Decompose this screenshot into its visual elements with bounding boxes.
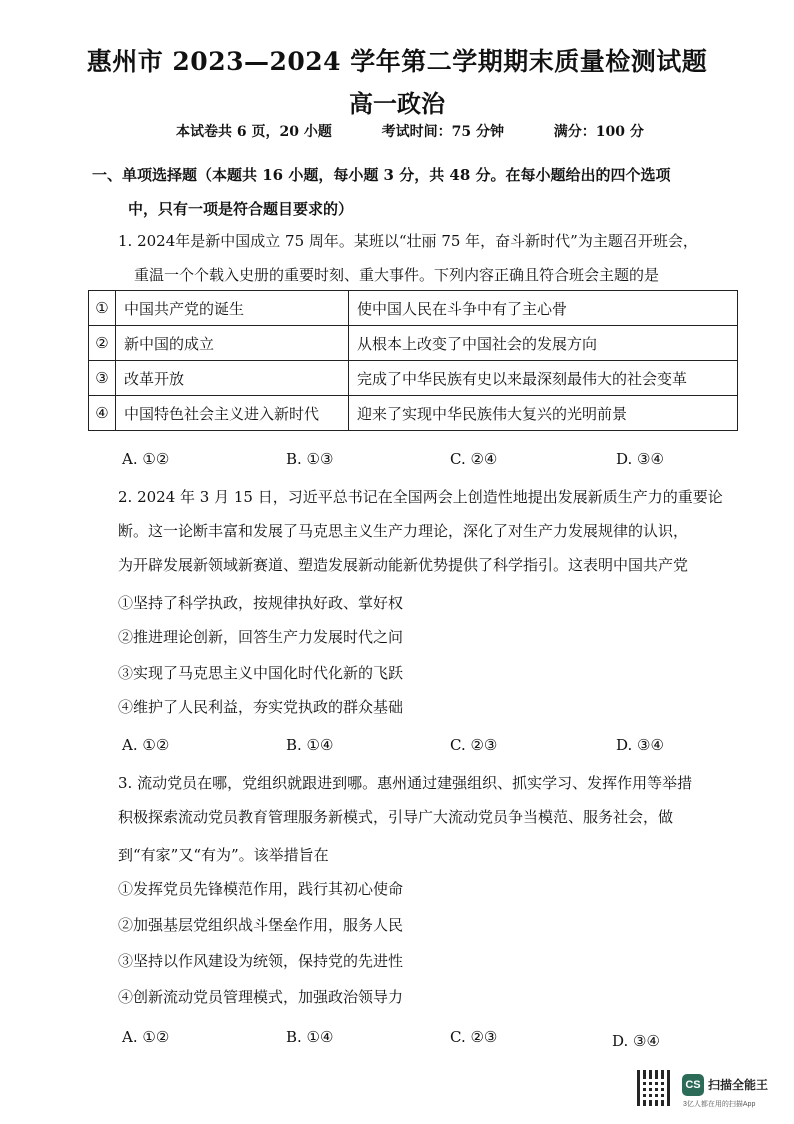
camscanner-tagline: 3亿人都在用的扫描App xyxy=(683,1101,756,1108)
choice-b[interactable]: B. ①③ xyxy=(286,450,334,468)
q2-line1: 2. 2024 年 3 月 15 日，习近平总书记在全国两会上创造性地提出发展新质生产力的重要论 xyxy=(118,488,723,506)
choice-d[interactable]: D. ③④ xyxy=(616,450,664,468)
choice-a[interactable]: A. ①② xyxy=(122,736,170,754)
q1-line1: 1. 2024年是新中国成立 75 周年。某班以“壮丽 75 年，奋斗新时代”为主题召开班会， xyxy=(118,232,698,250)
q3-option-1: ①发挥党员先锋模范作用，践行其初心使命 xyxy=(118,880,404,898)
table-cell-event: 新中国的成立 xyxy=(116,326,349,361)
table-row xyxy=(89,291,738,326)
q1-table xyxy=(88,290,738,431)
choice-c[interactable]: C. ②③ xyxy=(450,1028,498,1046)
table-cell-meaning: 完成了中华民族有史以来最深刻最伟大的社会变革 xyxy=(349,361,738,396)
choice-c[interactable]: C. ②③ xyxy=(450,736,498,754)
q2-line2: 断。这一论断丰富和发展了马克思主义生产力理论，深化了对生产力发展规律的认识， xyxy=(118,522,689,540)
qr-code-icon xyxy=(637,1070,673,1106)
table-row xyxy=(89,396,738,431)
section-heading xyxy=(92,158,732,226)
q3-option-3: ③坚持以作风建设为统领，保持党的先进性 xyxy=(118,952,404,970)
exam-title: 惠州市 2023—2024 学年第二学期期末质量检测试题 xyxy=(86,47,708,76)
table-cell-index: ④ xyxy=(89,396,116,431)
exam-subtitle: 高一政治 xyxy=(349,89,445,118)
table-row xyxy=(89,326,738,361)
choice-b[interactable]: B. ①④ xyxy=(286,736,334,754)
q2-option-2: ②推进理论创新，回答生产力发展时代之问 xyxy=(118,628,404,646)
full-score-text: 满分：100 分 xyxy=(553,124,644,140)
q2-line3: 为开辟发展新领域新赛道、塑造发展新动能新优势提供了科学指引。这表明中国共产党 xyxy=(118,556,689,574)
q1-line2: 重温一个个载入史册的重要时刻、重大事件。下列内容正确且符合班会主题的是 xyxy=(134,266,660,284)
table-cell-index: ① xyxy=(89,291,116,326)
choice-d[interactable]: D. ③④ xyxy=(612,1032,660,1050)
table-cell-index: ② xyxy=(89,326,116,361)
q2-option-3: ③实现了马克思主义中国化时代化新的飞跃 xyxy=(118,664,404,682)
table-cell-meaning: 使中国人民在斗争中有了主心骨 xyxy=(349,291,738,326)
section-heading-line2: 中，只有一项是符合题目要求的） xyxy=(128,200,354,218)
q3-option-4: ④创新流动党员管理模式，加强政治领导力 xyxy=(118,988,404,1006)
choice-c[interactable]: C. ②④ xyxy=(450,450,498,468)
q3-line3: 到“有家”又“有为”。该举措旨在 xyxy=(118,846,329,864)
q2-choices xyxy=(122,736,742,756)
page-count-text: 本试卷共 6 页，20 小题 xyxy=(176,124,332,140)
table-row xyxy=(89,361,738,396)
q3-line2: 积极探索流动党员教育管理服务新模式，引导广大流动党员争当模范、服务社会，做 xyxy=(118,808,674,826)
q3-line1: 3. 流动党员在哪，党组织就跟进到哪。惠州通过建强组织、抓实学习、发挥作用等举措 xyxy=(118,774,693,792)
q2-option-1: ①坚持了科学执政，按规律执好政、掌好权 xyxy=(118,594,404,612)
q3-option-2: ②加强基层党组织战斗堡垒作用，服务人民 xyxy=(118,916,404,934)
table-cell-event: 中国特色社会主义进入新时代 xyxy=(116,396,349,431)
camscanner-name: 扫描全能王 xyxy=(708,1078,769,1092)
choice-d[interactable]: D. ③④ xyxy=(616,736,664,754)
section-heading-line1: 一、单项选择题（本题共 16 小题，每小题 3 分，共 48 分。在每小题给出的四个选项 xyxy=(92,166,671,184)
q2-option-4: ④维护了人民利益，夯实党执政的群众基础 xyxy=(118,698,404,716)
exam-time-text: 考试时间：75 分钟 xyxy=(381,124,504,140)
table-cell-meaning: 从根本上改变了中国社会的发展方向 xyxy=(349,326,738,361)
table-cell-event: 改革开放 xyxy=(116,361,349,396)
table-cell-event: 中国共产党的诞生 xyxy=(116,291,349,326)
q1-choices xyxy=(122,450,742,470)
choice-b[interactable]: B. ①④ xyxy=(286,1028,334,1046)
table-cell-index: ③ xyxy=(89,361,116,396)
q3-choices xyxy=(122,1028,742,1048)
choice-a[interactable]: A. ①② xyxy=(122,1028,170,1046)
exam-meta xyxy=(176,121,644,141)
camscanner-logo: CS xyxy=(682,1074,704,1096)
choice-a[interactable]: A. ①② xyxy=(122,450,170,468)
table-cell-meaning: 迎来了实现中华民族伟大复兴的光明前景 xyxy=(349,396,738,431)
